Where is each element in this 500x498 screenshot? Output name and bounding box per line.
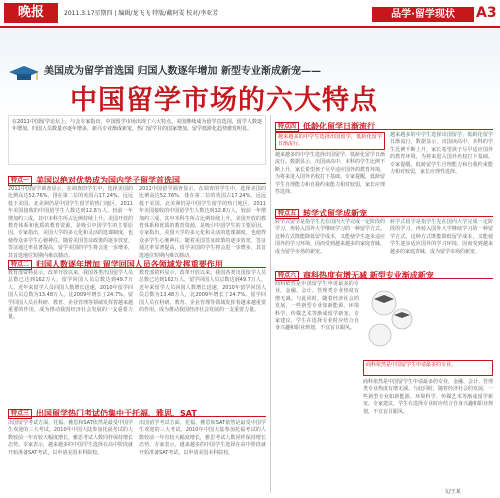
section-5-rule [275, 216, 493, 217]
section-5-title: 转学式留学成新宠 [303, 209, 368, 218]
section-1-rule [8, 183, 266, 184]
section-6-title: 商科热度有增无减 新型专业渐成新宠 [303, 271, 434, 280]
section-1-head [8, 170, 181, 185]
lede-text: 在2011中国留学论坛上，与会专家指出，中国留学市场出现了六大特点。美国继续成为留学首选国，留学人数逐年增加，归国人员数量亦逐年增多，新兴专业渐成新宠，热门留学目的国家增加，留学低龄化趋势愈发明显。 [12, 119, 262, 133]
section-2-badge: 特点二 [8, 260, 32, 270]
section-6-highlight-text: 商科依然是中国留学生申请最多的专业。 [366, 362, 457, 368]
section-2-body-b: 教育部资料显示，改革开放以来，我国各类出国留学人员总数已达到162万人，留学回国人员总数达到49.7万人。近年来留学人员回国人数增长迅速，2010年留学回国人员总数为13.48万人，比2009年增长了24.7%。留学回国人员在科研、教育、企业管理等领域发挥着越来越重要的作用，成为推动我国经济社会发展的一支重要力量。 [139, 270, 266, 314]
section-3-title: 出国留学热门考试仍集中于托福、雅思、SAT [36, 409, 197, 418]
section-1-badge: 特点一 [8, 176, 32, 186]
section-title: 品学·留学现状 [372, 7, 474, 22]
section-3-head [8, 403, 197, 418]
section-1-body-b: 2011中国留学调查显示，在调查的学生中，选择美国的比例高达52.76%，排在第二位的英国占17.24%，远远低于美国。北美洲仍是中国学生留学的热门地区，2011年美国接收的中国留学生人数达到12.8万人，较前一年增加约三成，其中本科生所占比例持续上升。美国开放的教育体系和优质的教育资源，是吸引中国学生的主要原因。专家指出，美国大学的多元化和灵活的选课制度，也使得众多学生心驰神往。随着美国签证政策的逐步放宽，签证通过率显著提高，留学美国的学生将会进一步增多，其首选地位短期内难以撼动。 [139, 186, 266, 259]
section-3-rule [8, 416, 266, 417]
section-3-body-b: 出国留学考试方面，托福、雅思和SAT依然是最受中国学生欢迎的三大考试。2010年中国大陆参加托福考试的人数较前一年有较大幅度增长，雅思考试人数同样保持增长态势。专家表示，越来越多的中国学生选择在高中阶段就开始准备SAT考试，以申请美国本科院校。 [139, 420, 266, 456]
section-4-highlight-text: 越来越多的中学生选择出国留学，低龄化留学日渐流行。 [278, 134, 382, 148]
main-headline: 中国留学市场的六大特点 [70, 85, 378, 116]
section-4-head [275, 116, 376, 131]
column-divider [270, 115, 271, 493]
section-5-badge: 特点五 [275, 209, 299, 219]
masthead-rule [0, 26, 500, 28]
section-3-badge: 特点三 [8, 409, 32, 419]
page-number: A3 [476, 5, 497, 21]
section-5-body-b: 转学式留学是指学生先在国内大学完成一定阶段的学习，再转入国外大学继续学习的一种留学方式。这种方式既能降低留学成本，又能使学生逐步适应国外的学习环境，因而受到越来越多的家庭青睐，成为留学市场的新宠。 [390, 219, 493, 255]
section-6-head [275, 265, 434, 280]
section-6-highlight [363, 360, 493, 376]
masthead [0, 0, 500, 26]
section-4-body-a: 越来越多的中学生选择出国留学，低龄化留学日渐流行。数据显示，出国读高中、本科的学生比例不断上升，家长希望孩子尽早适应国外的教育环境，为将来进入国外名校打下基础。专家提醒，低龄留学生自理能力和自我约束能力相对较弱，家长应理性选择。 [275, 152, 386, 196]
section-6-rule [275, 278, 493, 279]
student-illustration [362, 281, 422, 357]
section-4-rule [275, 129, 493, 130]
section-1-body-a: 2011中国留学调查显示，在调查的学生中，选择美国的比例高达52.76%，排在第二位的英国占17.24%，远远低于美国。北美洲仍是中国学生留学的热门地区，2011年美国接收的中国留学生人数达到12.8万人，较前一年增加约三成，其中本科生所占比例持续上升。美国开放的教育体系和优质的教育资源，是吸引中国学生的主要原因。专家指出，美国大学的多元化和灵活的选课制度，也使得众多学生心驰神往。随着美国签证政策的逐步放宽，签证通过率显著提高，留学美国的学生将会进一步增多，其首选地位短期内难以撼动。 [8, 186, 134, 259]
headline-deck: 美国成为留学首选国 归国人数逐年增加 新型专业渐成新宠—— [44, 66, 321, 77]
section-1-title: 美国以绝对优势成为国内学子留学首选国 [36, 176, 181, 185]
section-2-title: 归国人数逐年增加 留学回国人员各领域发挥重要作用 [36, 260, 223, 269]
lede-box [8, 115, 266, 165]
section-3-body-a: 出国留学考试方面，托福、雅思和SAT依然是最受中国学生欢迎的三大考试。2010年中国大陆参加托福考试的人数较前一年有较大幅度增长，雅思考试人数同样保持增长态势。专家表示，越来越多的中国学生选择在高中阶段就开始准备SAT考试，以申请美国本科院校。 [8, 420, 134, 456]
section-4-body-b: 越来越多的中学生选择出国留学，低龄化留学日渐流行。数据显示，出国读高中、本科的学生比例不断上升，家长希望孩子尽早适应国外的教育环境，为将来进入国外名校打下基础。专家提醒，低龄留学生自理能力和自我约束能力相对较弱，家长应理性选择。 [390, 132, 493, 176]
graduation-cap-icon [8, 65, 40, 83]
section-5-body-a: 转学式留学是指学生先在国内大学完成一定阶段的学习，再转入国外大学继续学习的一种留学方式。这种方式既能降低留学成本，又能使学生逐步适应国外的学习环境，因而受到越来越多的家庭青睐，成为留学市场的新宠。 [275, 219, 386, 255]
section-5-head [275, 203, 368, 218]
section-6-body-a: 商科依然是中国留学生申请最多的专业，金融、会计、管理类专业热度有增无减。与此同时，随着经济社会的发展，一些新型专业如新能源、环境科学、传媒艺术等渐成留学新宠。专家建议，学生在选择专业时应结合自身兴趣和职业规划，不宜盲目跟风。 [275, 281, 359, 332]
section-6-body-b: 商科依然是中国留学生申请最多的专业，金融、会计、管理类专业热度有增无减。与此同时，随着经济社会的发展，一些新型专业如新能源、环境科学、传媒艺术等渐成留学新宠。专家建议，学生在选择专业时应结合自身兴趣和职业规划，不宜盲目跟风。 [363, 379, 494, 415]
byline: 文/王某 [444, 489, 461, 495]
section-2-body-a: 教育部资料显示，改革开放以来，我国各类出国留学人员总数已达到162万人，留学回国人员总数达到49.7万人。近年来留学人员回国人数增长迅速，2010年留学回国人员总数为13.48万人，比2009年增长了24.7%。留学回国人员在科研、教育、企业管理等领域发挥着越来越重要的作用，成为推动我国经济社会发展的一支重要力量。 [8, 270, 134, 321]
newspaper-logo: 晚报 [4, 3, 58, 23]
section-2-rule [8, 267, 266, 268]
section-4-badge: 特点四 [275, 122, 299, 132]
section-6-badge: 特点六 [275, 271, 299, 281]
section-2-head [8, 254, 223, 269]
section-4-highlight [275, 132, 385, 150]
issue-date-line: 2011.3.17星期四 | 编辑/龙飞飞 特版/戴阿雯 校对/李亚芳 [64, 10, 219, 17]
section-4-title: 低龄化留学日渐流行 [303, 122, 376, 131]
